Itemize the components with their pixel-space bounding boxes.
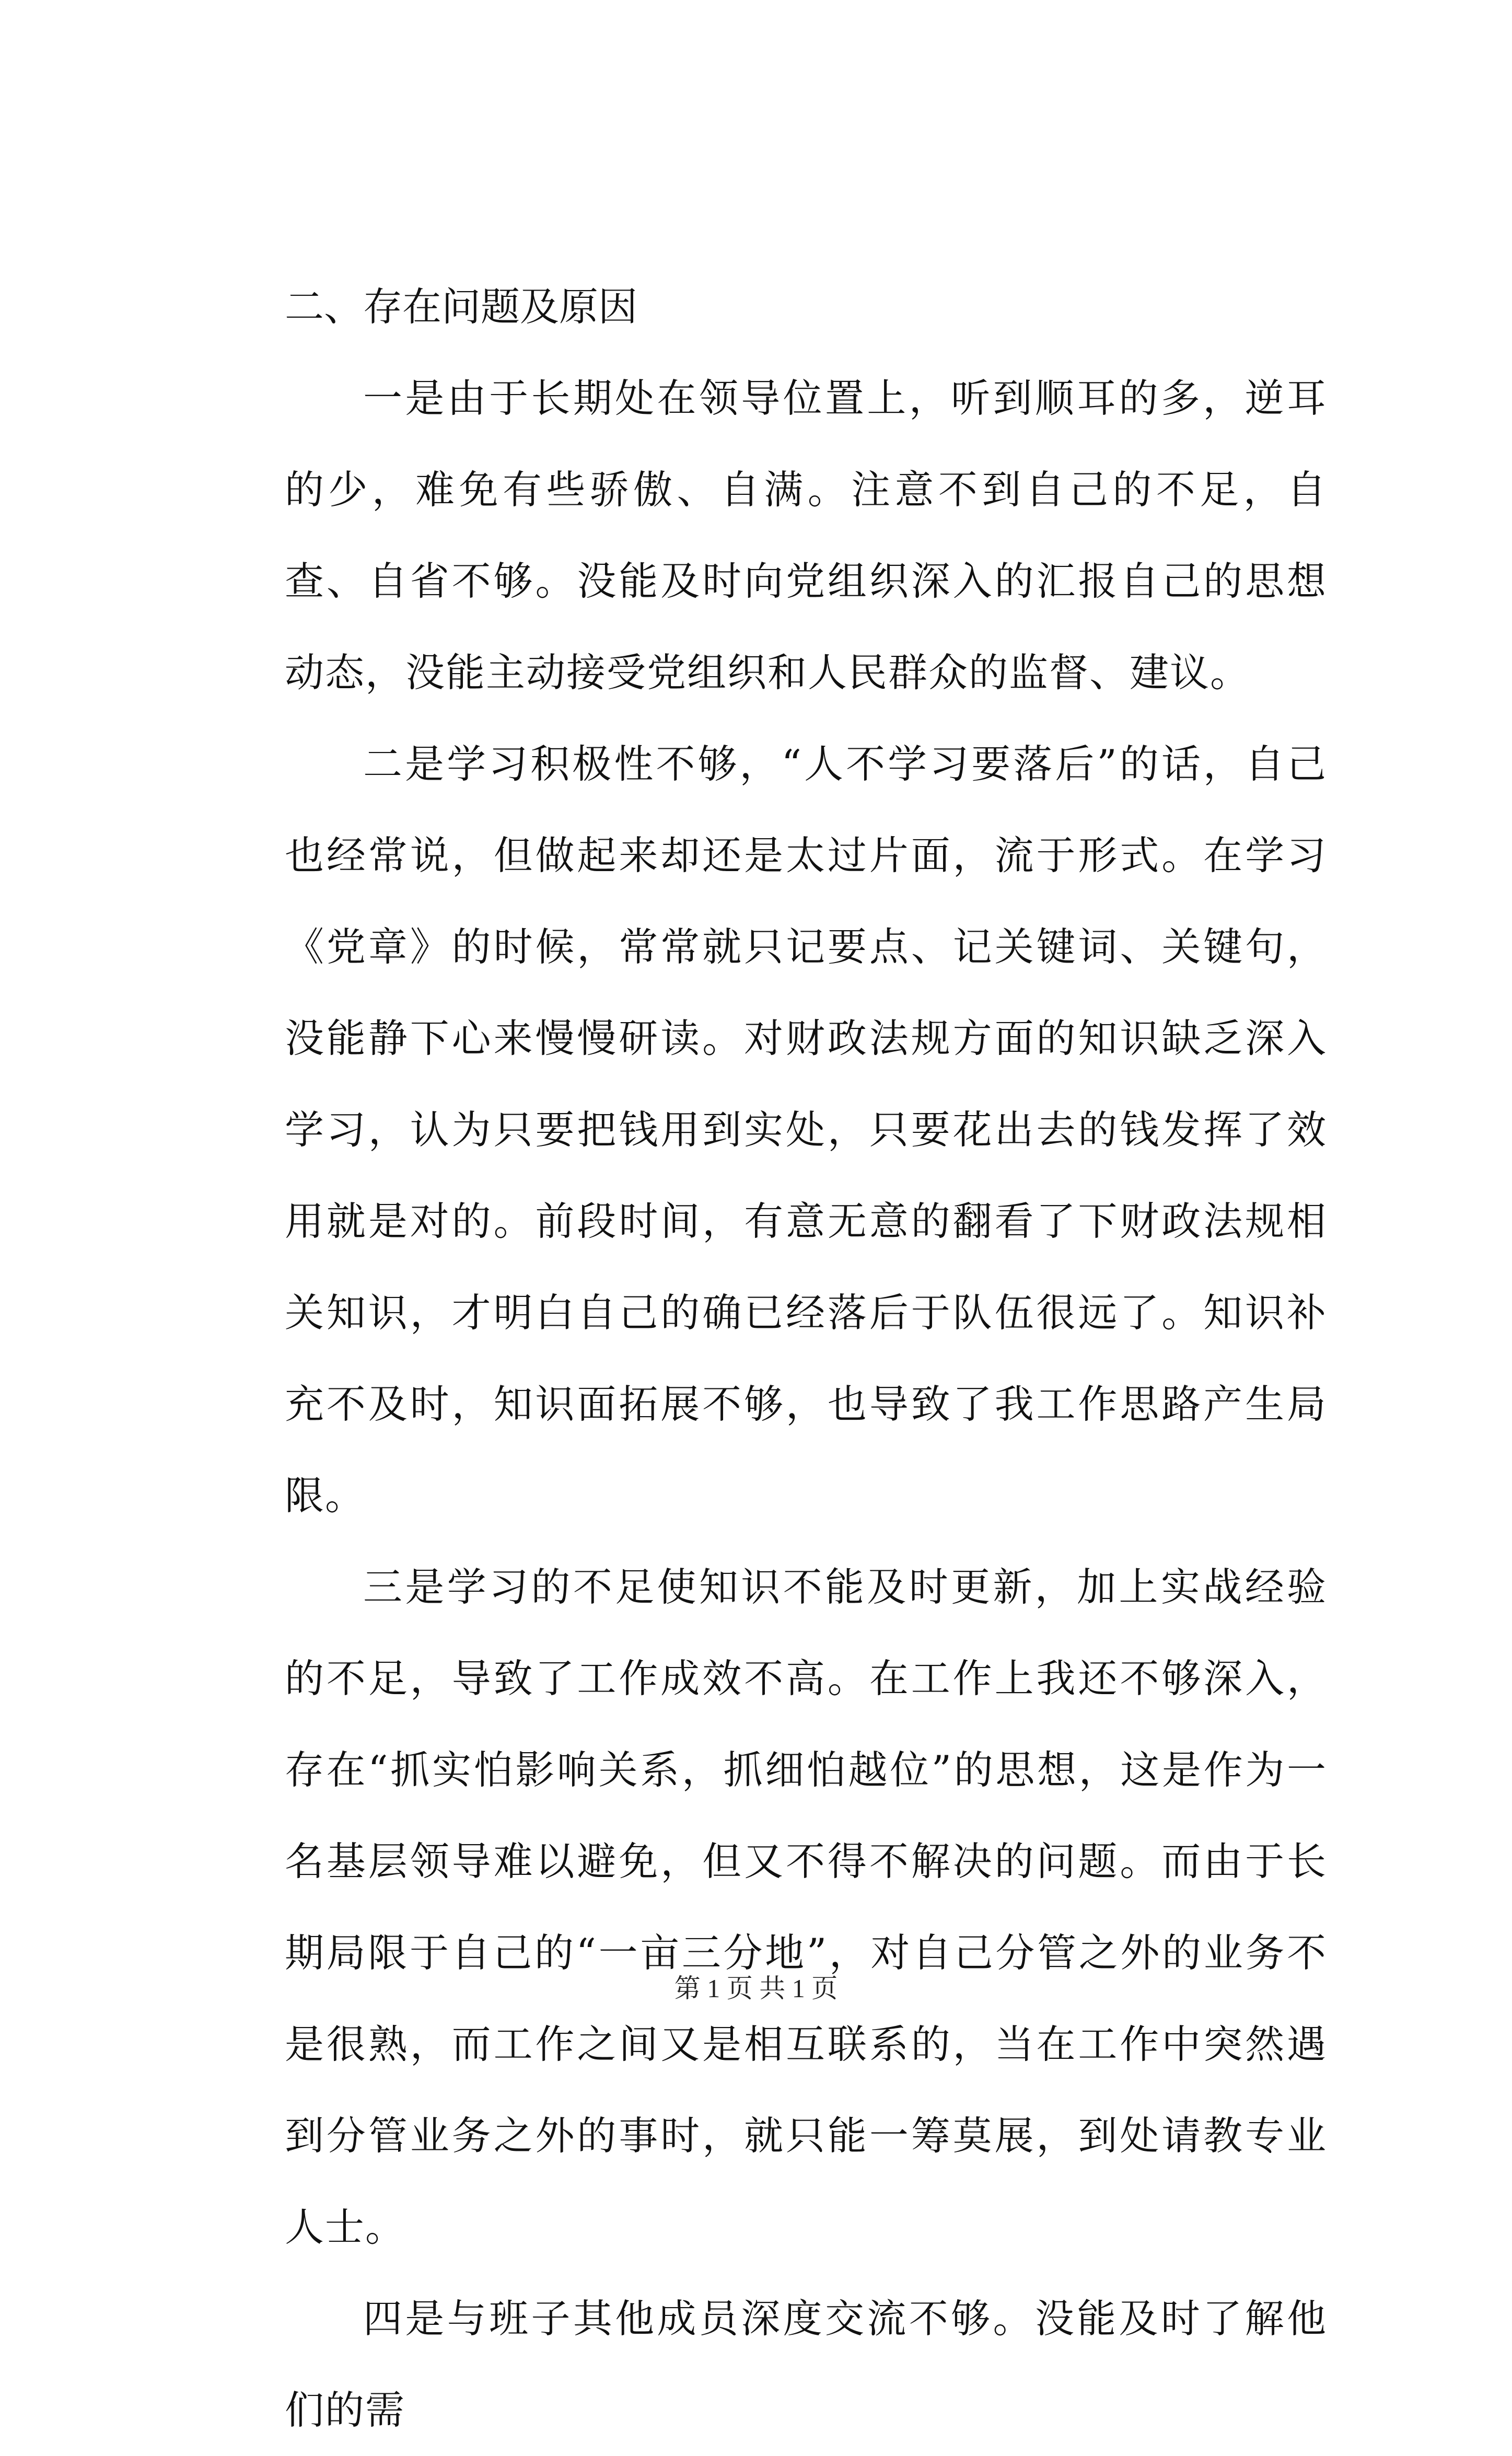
paragraph-2: 二是学习积极性不够，“人不学习要落后”的话，自己也经常说，但做起来却还是太过片面，流于形式。在学习《党章》的时候，常常就只记要点、记关键词、关键句，没能静下心来慢慢研读。对财政法规方面的知识缺乏深入学习，认为只要把钱用到实处，只要花出去的钱发挥了效用就是对的。前段时间，有意无意的翻看了下财政法规相关知识，才明白自己的确已经落后于队伍很远了。知识补充不及时，知识面拓展不够，也导致了我工作思路产生局限。 — [285, 741, 1327, 1519]
section-heading: 二、存在问题及原因 — [285, 284, 638, 330]
document-body — [285, 261, 1327, 2456]
paragraph-3: 三是学习的不足使知识不能及时更新，加上实战经验的不足，导致了工作成效不高。在工作上我还不够深入，存在“抓实怕影响关系，抓细怕越位”的思想，这是作为一名基层领导难以避免，但又不得不解决的问题。而由于长期局限于自己的“一亩三分地”，对自己分管之外的业务不是很熟，而工作之间又是相互联系的，当在工作中突然遇到分管业务之外的事时，就只能一筹莫展，到处请教专业人士。 — [285, 1564, 1327, 2250]
paragraph-1: 一是由于长期处在领导位置上，听到顺耳的多，逆耳的少，难免有些骄傲、自满。注意不到自己的不足，自查、自省不够。没能及时向党组织深入的汇报自己的思想动态，没能主动接受党组织和人民群众的监督、建议。 — [285, 375, 1327, 696]
page-footer: 第 1 页 共 1 页 — [674, 1974, 838, 2003]
paragraph-4: 四是与班子其他成员深度交流不够。没能及时了解他们的需 — [285, 2296, 1327, 2433]
